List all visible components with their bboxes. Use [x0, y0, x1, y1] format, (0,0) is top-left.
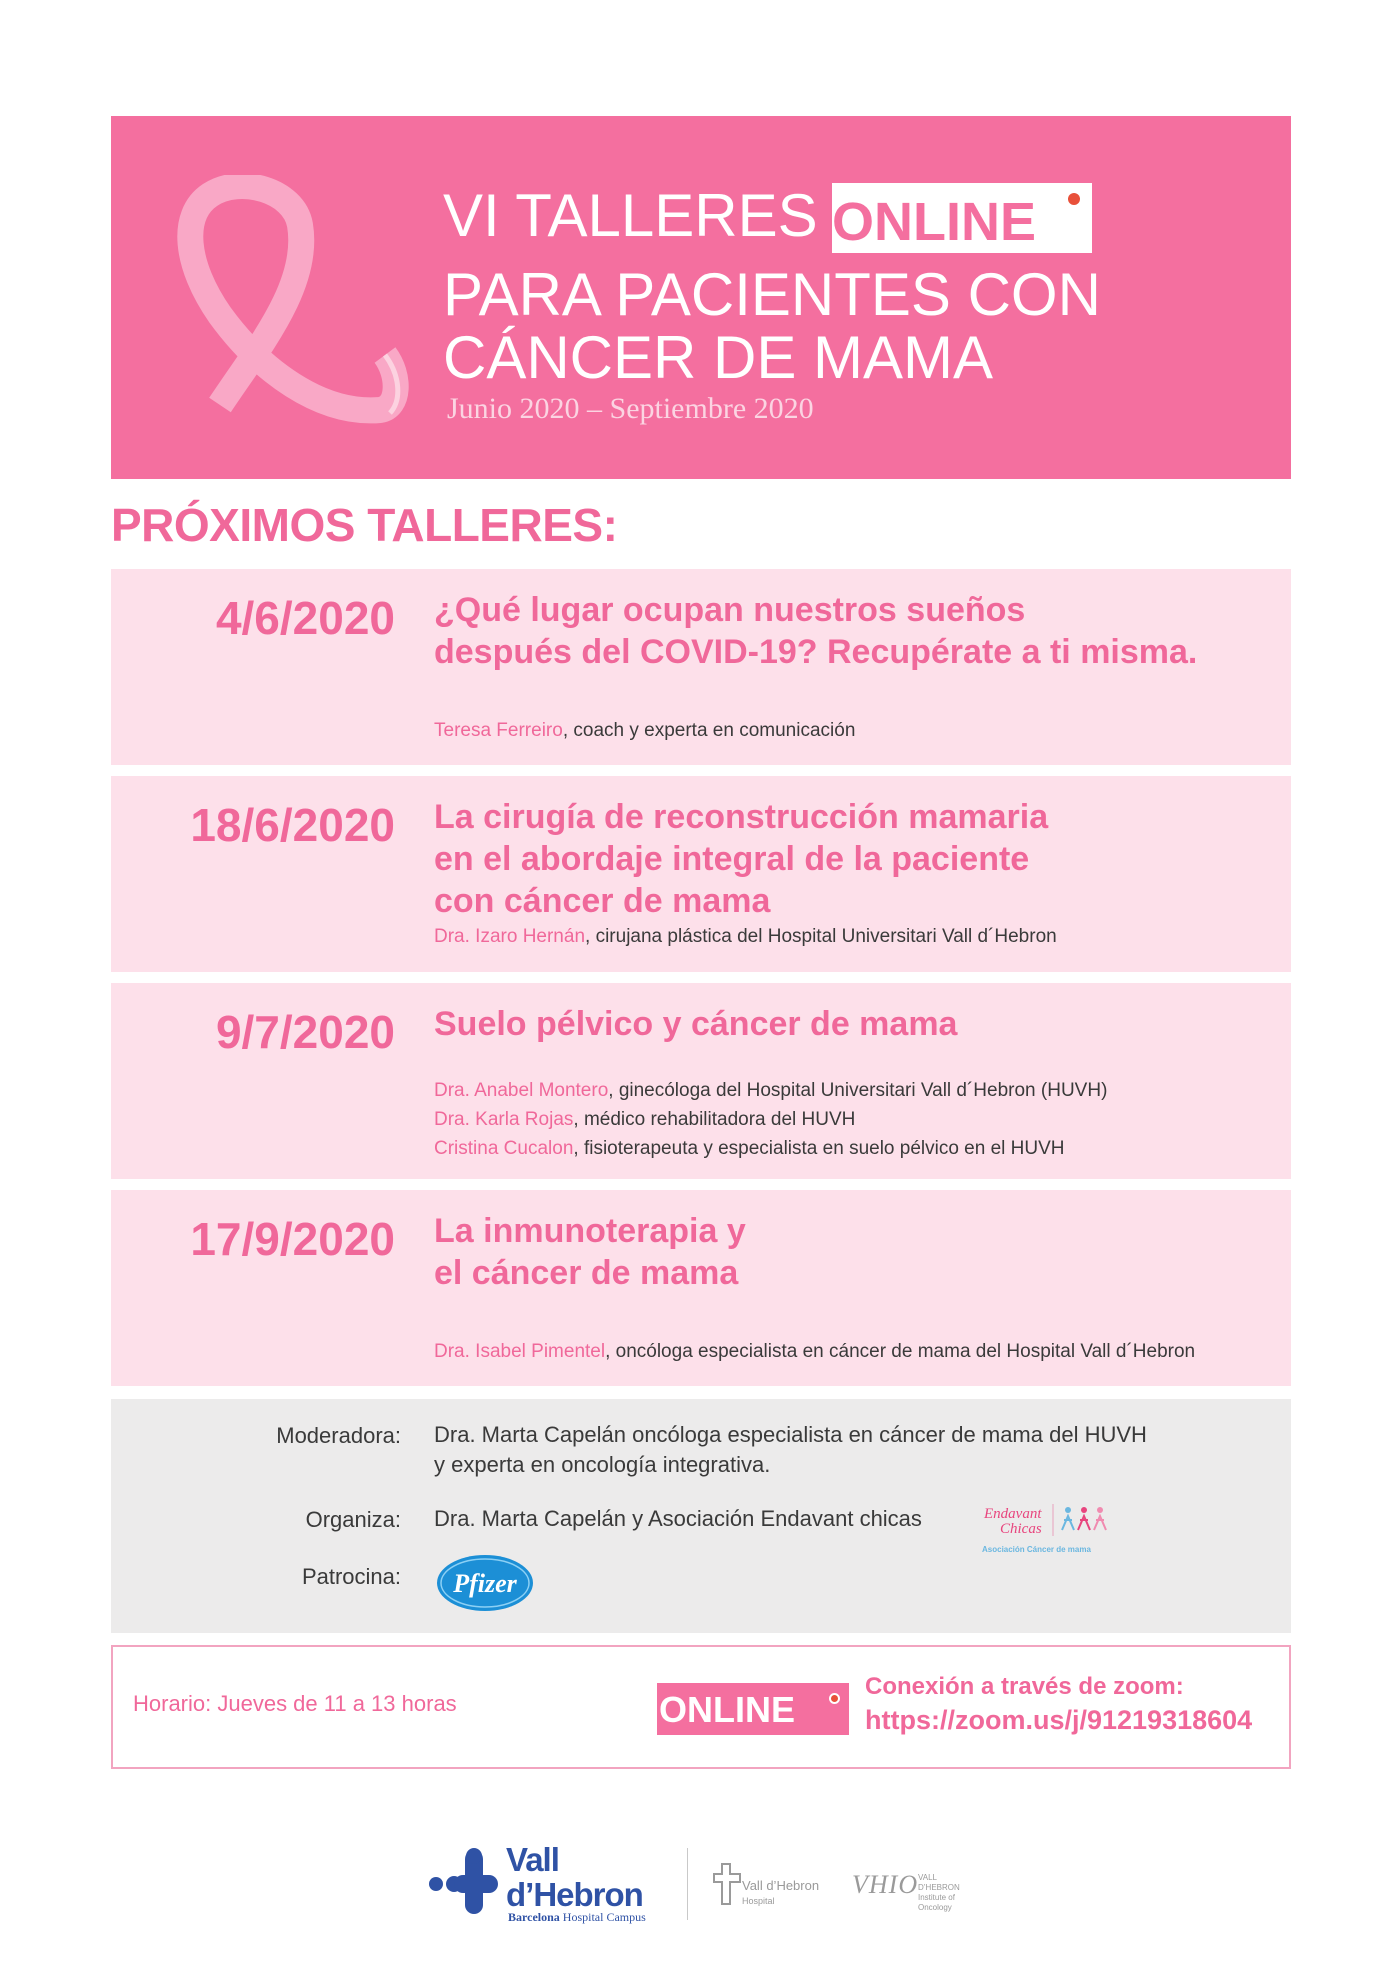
speaker-line	[434, 1105, 1107, 1134]
speaker-line	[434, 1134, 1107, 1163]
speaker-line	[434, 1076, 1107, 1105]
workshop-title	[434, 796, 1274, 922]
header-date-range: Junio 2020 – Septiembre 2020	[447, 392, 814, 425]
vall-hebron-campus: Hospital Campus	[559, 1910, 646, 1924]
endavant-chicas-logo	[980, 1500, 1130, 1560]
vall-hebron-logo-line2: d’Hebron	[506, 1876, 643, 1913]
speaker-line	[434, 716, 855, 745]
online-dot-icon	[1068, 193, 1080, 205]
workshop-date: 17/9/2020	[190, 1213, 395, 1265]
vall-hebron-logo-line1: Vall	[506, 1841, 559, 1878]
hospital-logo-name: Vall d’Hebron	[742, 1878, 820, 1893]
speaker-name: Cristina Cucalon	[434, 1138, 574, 1159]
header-title-line3: CÁNCER DE MAMA	[443, 324, 994, 391]
workshop-date: 4/6/2020	[215, 592, 395, 644]
header-title-line1: VI TALLERES	[443, 182, 818, 249]
online-badge-label: ONLINE	[832, 192, 1037, 252]
svg-text:Pfizer: Pfizer	[453, 1569, 517, 1598]
moderadora-line: Dra. Marta Capelán oncóloga especialista en cáncer de mama del HUVH	[434, 1422, 1147, 1447]
speaker-name: Dra. Isabel Pimentel	[434, 1341, 606, 1362]
svg-text:Asociación Cáncer de mama: Asociación Cáncer de mama	[982, 1545, 1091, 1554]
moderadora-line: y experta en oncología integrativa.	[434, 1452, 771, 1477]
svg-text:Chicas: Chicas	[1000, 1521, 1042, 1537]
workshop-title-line: La inmunoterapia y	[434, 1212, 746, 1250]
patrocina-label: Patrocina:	[301, 1564, 401, 1589]
speaker-role: , médico rehabilitadora del HUVH	[573, 1109, 856, 1130]
hospital-cross-icon	[712, 1862, 742, 1906]
workshop-title	[434, 1210, 1274, 1294]
speaker-line	[434, 1337, 1195, 1366]
workshop-title	[434, 589, 1274, 673]
speaker-name: Dra. Anabel Montero	[434, 1080, 609, 1101]
zoom-link[interactable]: https://zoom.us/j/91219318604	[865, 1705, 1253, 1735]
workshop-title-line: Suelo pélvico y cáncer de mama	[434, 1005, 958, 1043]
workshop-speakers	[434, 716, 855, 745]
moderadora-value	[434, 1420, 1147, 1480]
logo-divider	[687, 1848, 688, 1920]
speaker-name: Dra. Izaro Hernán	[434, 926, 586, 947]
online-badge-small	[657, 1683, 849, 1735]
svg-text:Endavant: Endavant	[984, 1506, 1042, 1522]
workshop-card	[111, 569, 1291, 765]
header-title-line2: PARA PACIENTES CON	[443, 261, 1101, 328]
vhio-logo: VHIO	[852, 1870, 919, 1899]
workshop-date: 18/6/2020	[190, 799, 395, 851]
pfizer-logo	[436, 1553, 534, 1613]
workshop-card	[111, 1190, 1291, 1386]
speaker-name: Teresa Ferreiro	[434, 720, 563, 741]
hospital-logo-sub: Hospital	[742, 1896, 775, 1906]
workshop-speakers	[434, 1337, 1195, 1366]
zoom-label: Conexión a través de zoom:	[865, 1673, 1184, 1700]
workshop-title-line: en el abordaje integral de la paciente	[434, 840, 1030, 878]
workshop-title-line: después del COVID-19? Recupérate a ti misma.	[434, 633, 1198, 671]
speaker-role: , cirujana plástica del Hospital Universitari Vall d´Hebron	[585, 926, 1057, 947]
pink-ribbon-icon	[150, 175, 410, 425]
workshop-speakers	[434, 922, 1057, 951]
online-badge-small-label: ONLINE	[659, 1689, 796, 1730]
online-dot-icon	[829, 1693, 840, 1704]
speaker-role: , coach y experta en comunicación	[562, 720, 856, 741]
workshop-title-line: La cirugía de reconstrucción mamaria	[434, 798, 1049, 836]
vall-hebron-logo-line3	[508, 1910, 646, 1925]
organiza-value: Dra. Marta Capelán y Asociación Endavant chicas	[434, 1506, 922, 1531]
workshop-date: 9/7/2020	[215, 1006, 395, 1058]
schedule-text: Horario: Jueves de 11 a 13 horas	[133, 1691, 457, 1716]
vall-hebron-cross-icon	[428, 1846, 500, 1918]
speaker-role: , oncóloga especialista en cáncer de mama del Hospital Vall d´Hebron	[605, 1341, 1196, 1362]
workshop-title	[434, 1003, 1274, 1045]
vall-hebron-barcelona: Barcelona	[508, 1910, 560, 1924]
section-title: PRÓXIMOS TALLERES:	[111, 499, 618, 551]
speaker-line	[434, 922, 1057, 951]
speaker-role: , ginecóloga del Hospital Universitari Vall d´Hebron (HUVH)	[608, 1080, 1108, 1101]
vhio-logo-sub: VALL D’HEBRON Institute of Oncology	[918, 1873, 960, 1912]
speaker-name: Dra. Karla Rojas	[434, 1109, 574, 1130]
organiza-label: Organiza:	[305, 1507, 401, 1532]
workshop-title-line: con cáncer de mama	[434, 882, 771, 920]
workshop-speakers	[434, 1076, 1107, 1163]
workshop-title-line: ¿Qué lugar ocupan nuestros sueños	[434, 591, 1026, 629]
workshop-card	[111, 983, 1291, 1179]
online-badge	[832, 183, 1092, 253]
moderadora-label: Moderadora:	[276, 1423, 401, 1448]
workshop-card	[111, 776, 1291, 972]
workshop-title-line: el cáncer de mama	[434, 1254, 739, 1292]
speaker-role: , fisioterapeuta y especialista en suelo pélvico en el HUVH	[573, 1138, 1065, 1159]
connection-box	[111, 1645, 1291, 1769]
